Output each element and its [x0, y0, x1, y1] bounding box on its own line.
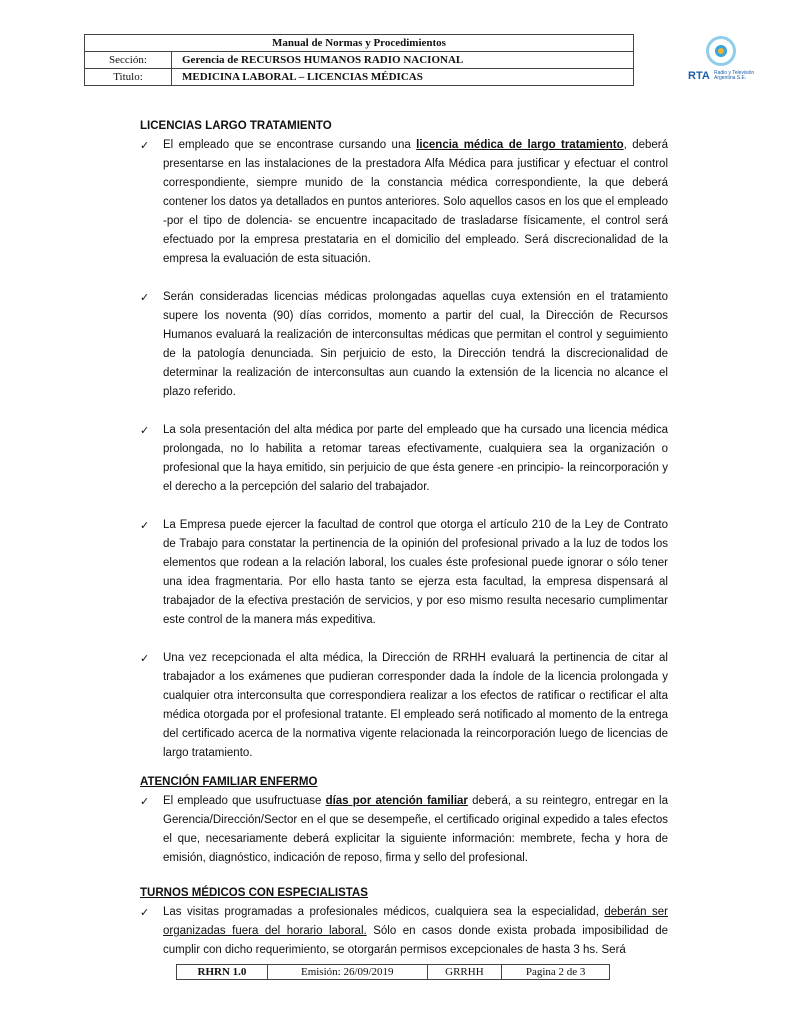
logo-brand: RTA	[688, 70, 710, 82]
checkmark-icon: ✓	[140, 652, 150, 665]
paragraph-largo-4	[140, 516, 668, 630]
paragraph-largo-2	[140, 288, 668, 402]
text-segment: La sola presentación del alta médica por parte del empleado que ha cursado una licencia médica prolongada, no lo habilita a retomar tareas efectivamente, cualquiera sea la organización o profesional que la haya emitido, sin perjuicio de que ésta genere -en principio- la reincorporación y el derecho a la percepción del salario del trabajador.	[163, 424, 668, 493]
document-body	[140, 117, 668, 960]
area-code: GRRHH	[427, 965, 502, 980]
paragraph-turnos-1	[140, 903, 668, 960]
titulo-label: Titulo:	[85, 69, 172, 86]
text-segment: El empleado que se encontrase cursando una	[163, 139, 417, 151]
emphasis-text: días por atención familiar	[325, 795, 468, 807]
rta-logo	[686, 36, 758, 92]
checkmark-icon: ✓	[140, 291, 150, 304]
section-title-familiar: ATENCIÓN FAMILIAR ENFERMO	[140, 776, 318, 788]
manual-title: Manual de Normas y Procedimientos	[85, 35, 634, 52]
text-segment: , deberá presentarse en las instalaciones de la prestadora Alfa Médica para justificar y efectuar el control correspondiente, siempre munido de la constancia médica correspondiente, la que deberá contener los datos ya detallados en puntos anteriores. Solo aquellos casos en los que el empleado -por el tipo de dolencia- se encuentre incapacitado de trasladarse físicamente, el control será efectuado por la empresa prestataria en el domicilio del empleado. Será discrecionalidad de la empresa la evaluación de esta situación.	[163, 139, 669, 265]
document-footer	[176, 964, 610, 980]
emission-date: Emisión: 26/09/2019	[267, 965, 427, 980]
paragraph-largo-1	[140, 136, 668, 269]
paragraph-largo-5	[140, 649, 668, 763]
paragraph-familiar-1	[140, 792, 668, 868]
titulo-value: MEDICINA LABORAL – LICENCIAS MÉDICAS	[172, 69, 634, 86]
checkmark-icon: ✓	[140, 139, 150, 152]
seccion-value: Gerencia de RECURSOS HUMANOS RADIO NACIONAL	[172, 52, 634, 69]
text-segment: Serán consideradas licencias médicas prolongadas aquellas cuya extensión en el tratamiento supere los noventa (90) días corridos, momento a partir del cual, la Dirección de Recursos Humanos evaluará la realización de interconsultas médicas que permitan el control y seguimiento de la patología denunciada. Sin perjuicio de esto, la Dirección tendrá la discrecionalidad de determinar la realización de interconsultas aun cuando la extensión de la licencia no alcance el plazo referido.	[163, 291, 668, 398]
section-title-largo: LICENCIAS LARGO TRATAMIENTO	[140, 120, 332, 132]
checkmark-icon: ✓	[140, 519, 150, 532]
doc-code: RHRN 1.0	[177, 965, 268, 980]
text-segment: Las visitas programadas a profesionales médicos, cualquiera sea la especialidad,	[163, 906, 605, 918]
checkmark-icon: ✓	[140, 906, 150, 919]
text-segment: El empleado que usufructuase	[163, 795, 326, 807]
paragraph-largo-3	[140, 421, 668, 497]
text-segment: deberá, a su reintegro, entregar en la Gerencia/Dirección/Sector en el que se desempeñe, el certificado original expedido a tales efectos el que, necesariamente deberá explicitar la siguiente información: membrete, fecha y hora de emisión, diagnóstico, indicación de reposo, firma y sello del profesional.	[163, 795, 668, 864]
document-header	[84, 34, 634, 86]
checkmark-icon: ✓	[140, 424, 150, 437]
sun-emblem-icon	[706, 36, 736, 66]
text-segment: La Empresa puede ejercer la facultad de control que otorga el artículo 210 de la Ley de Contrato de Trabajo para constatar la pertinencia de la opinión del profesional privado a la luz de todos los elementos que rodean a la relación laboral, los cuales éste profesional puede ignorar o sólo tener una idea fragmentaria. Por ello hasta tanto se ejerza esta facultad, la empresa dispensará al trabajador de la efectiva prestación de servicios, y por eso mismo resulta necesario cumplimentar este control de la manera más expeditiva.	[163, 519, 668, 626]
section-title-turnos: TURNOS MÉDICOS CON ESPECIALISTAS	[140, 887, 368, 899]
logo-subtitle: Radio y Televisión Argentina S.E.	[714, 70, 755, 81]
checkmark-icon: ✓	[140, 795, 150, 808]
underlined-text: deberán ser organizadas fuera del horario laboral.	[163, 906, 668, 937]
page-number: Pagina 2 de 3	[502, 965, 610, 980]
text-segment: Una vez recepcionada el alta médica, la Dirección de RRHH evaluará la pertinencia de citar al trabajador a los exámenes que pudieran corresponder dada la índole de la licencia prolongada y cualquier otra interconsulta que correspondiera realizar a los efectos de ratificar o rectificar el alta médica otorgada por el profesional tratante. El empleado será notificado al momento de la entrega del certificado acerca de la normativa vigente relacionada la reincorporación luego de licencias de largo tratamiento.	[163, 652, 668, 759]
seccion-label: Sección:	[85, 52, 172, 69]
text-segment: Sólo en casos donde exista probada imposibilidad de cumplir con dicho requerimiento, se otorgarán permisos excepcionales de hasta 3 hs. Será	[163, 925, 668, 956]
emphasis-text: licencia médica de largo tratamiento	[416, 139, 624, 151]
